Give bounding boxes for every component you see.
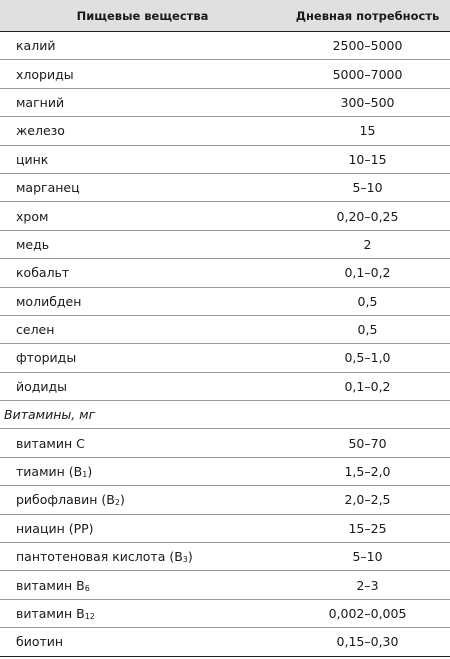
nutrient-value: 5–10 bbox=[285, 173, 450, 201]
table-row bbox=[0, 117, 450, 145]
nutrient-value: 1,5–2,0 bbox=[285, 457, 450, 485]
table-header-row bbox=[0, 0, 450, 32]
nutrient-name: фториды bbox=[0, 344, 285, 372]
nutrient-value: 2,0–2,5 bbox=[285, 486, 450, 514]
nutrient-value: 300–500 bbox=[285, 88, 450, 116]
table-row bbox=[0, 32, 450, 60]
nutrient-value: 0,1–0,2 bbox=[285, 372, 450, 400]
table-row bbox=[0, 599, 450, 627]
table-row bbox=[0, 145, 450, 173]
table-row bbox=[0, 259, 450, 287]
nutrient-value: 0,1–0,2 bbox=[285, 259, 450, 287]
nutrient-name: хлориды bbox=[0, 60, 285, 88]
subscript: 6 bbox=[84, 583, 90, 593]
nutrient-name: магний bbox=[0, 88, 285, 116]
nutrient-value: 0,002–0,005 bbox=[285, 599, 450, 627]
nutrient-name: биотин bbox=[0, 628, 285, 656]
nutrient-value: 0,15–0,30 bbox=[285, 628, 450, 656]
nutrient-name: витамин С bbox=[0, 429, 285, 457]
table-row bbox=[0, 628, 450, 656]
table-row bbox=[0, 429, 450, 457]
table-row bbox=[0, 543, 450, 571]
nutrient-value: 0,20–0,25 bbox=[285, 202, 450, 230]
section-row-vitamins bbox=[0, 401, 450, 429]
table-row bbox=[0, 60, 450, 88]
nutrient-name: кобальт bbox=[0, 259, 285, 287]
nutrient-name: селен bbox=[0, 315, 285, 343]
table-row bbox=[0, 571, 450, 599]
section-label: Витамины, мг bbox=[0, 401, 450, 429]
table-row bbox=[0, 344, 450, 372]
nutrient-name: молибден bbox=[0, 287, 285, 315]
table-row bbox=[0, 315, 450, 343]
nutrient-name: витамин $В_6$ bbox=[0, 571, 285, 599]
nutrient-value: 0,5–1,0 bbox=[285, 344, 450, 372]
table-row bbox=[0, 230, 450, 258]
nutrient-name: тиамин $(В_1)$ bbox=[0, 457, 285, 485]
header-nutrient: Пищевые вещества bbox=[0, 0, 285, 32]
table-row bbox=[0, 202, 450, 230]
table-row bbox=[0, 287, 450, 315]
subscript: 2 bbox=[114, 498, 120, 508]
nutrient-value: 50–70 bbox=[285, 429, 450, 457]
table-row bbox=[0, 514, 450, 542]
nutrient-name: ниацин (РР) bbox=[0, 514, 285, 542]
header-daily-requirement: Дневная потребность bbox=[285, 0, 450, 32]
nutrient-name: калий bbox=[0, 32, 285, 60]
nutrient-value: 2500–5000 bbox=[285, 32, 450, 60]
nutrient-value: 0,5 bbox=[285, 287, 450, 315]
nutrient-name: медь bbox=[0, 230, 285, 258]
nutrient-name: йодиды bbox=[0, 372, 285, 400]
nutrient-value: 5–10 bbox=[285, 543, 450, 571]
nutrient-value: 10–15 bbox=[285, 145, 450, 173]
nutrient-value: 15–25 bbox=[285, 514, 450, 542]
nutrient-value: 2 bbox=[285, 230, 450, 258]
nutrient-value: 15 bbox=[285, 117, 450, 145]
nutrient-name: витамин $В_{12}$ bbox=[0, 599, 285, 627]
table-row bbox=[0, 173, 450, 201]
table-row bbox=[0, 486, 450, 514]
nutrient-name: хром bbox=[0, 202, 285, 230]
nutrient-value: 0,5 bbox=[285, 315, 450, 343]
nutrient-value: 2–3 bbox=[285, 571, 450, 599]
table-row bbox=[0, 457, 450, 485]
nutrient-value: 5000–7000 bbox=[285, 60, 450, 88]
nutrient-name: цинк bbox=[0, 145, 285, 173]
table-row bbox=[0, 88, 450, 116]
subscript: 1 bbox=[82, 470, 88, 480]
nutrient-name: марганец bbox=[0, 173, 285, 201]
subscript: 12 bbox=[84, 612, 95, 621]
nutrient-name: рибофлавин $(В_2)$ bbox=[0, 486, 285, 514]
nutrient-name: пантотеновая кислота $(В_3)$ bbox=[0, 543, 285, 571]
nutrient-name: железо bbox=[0, 117, 285, 145]
subscript: 3 bbox=[182, 555, 188, 565]
table-row bbox=[0, 372, 450, 400]
